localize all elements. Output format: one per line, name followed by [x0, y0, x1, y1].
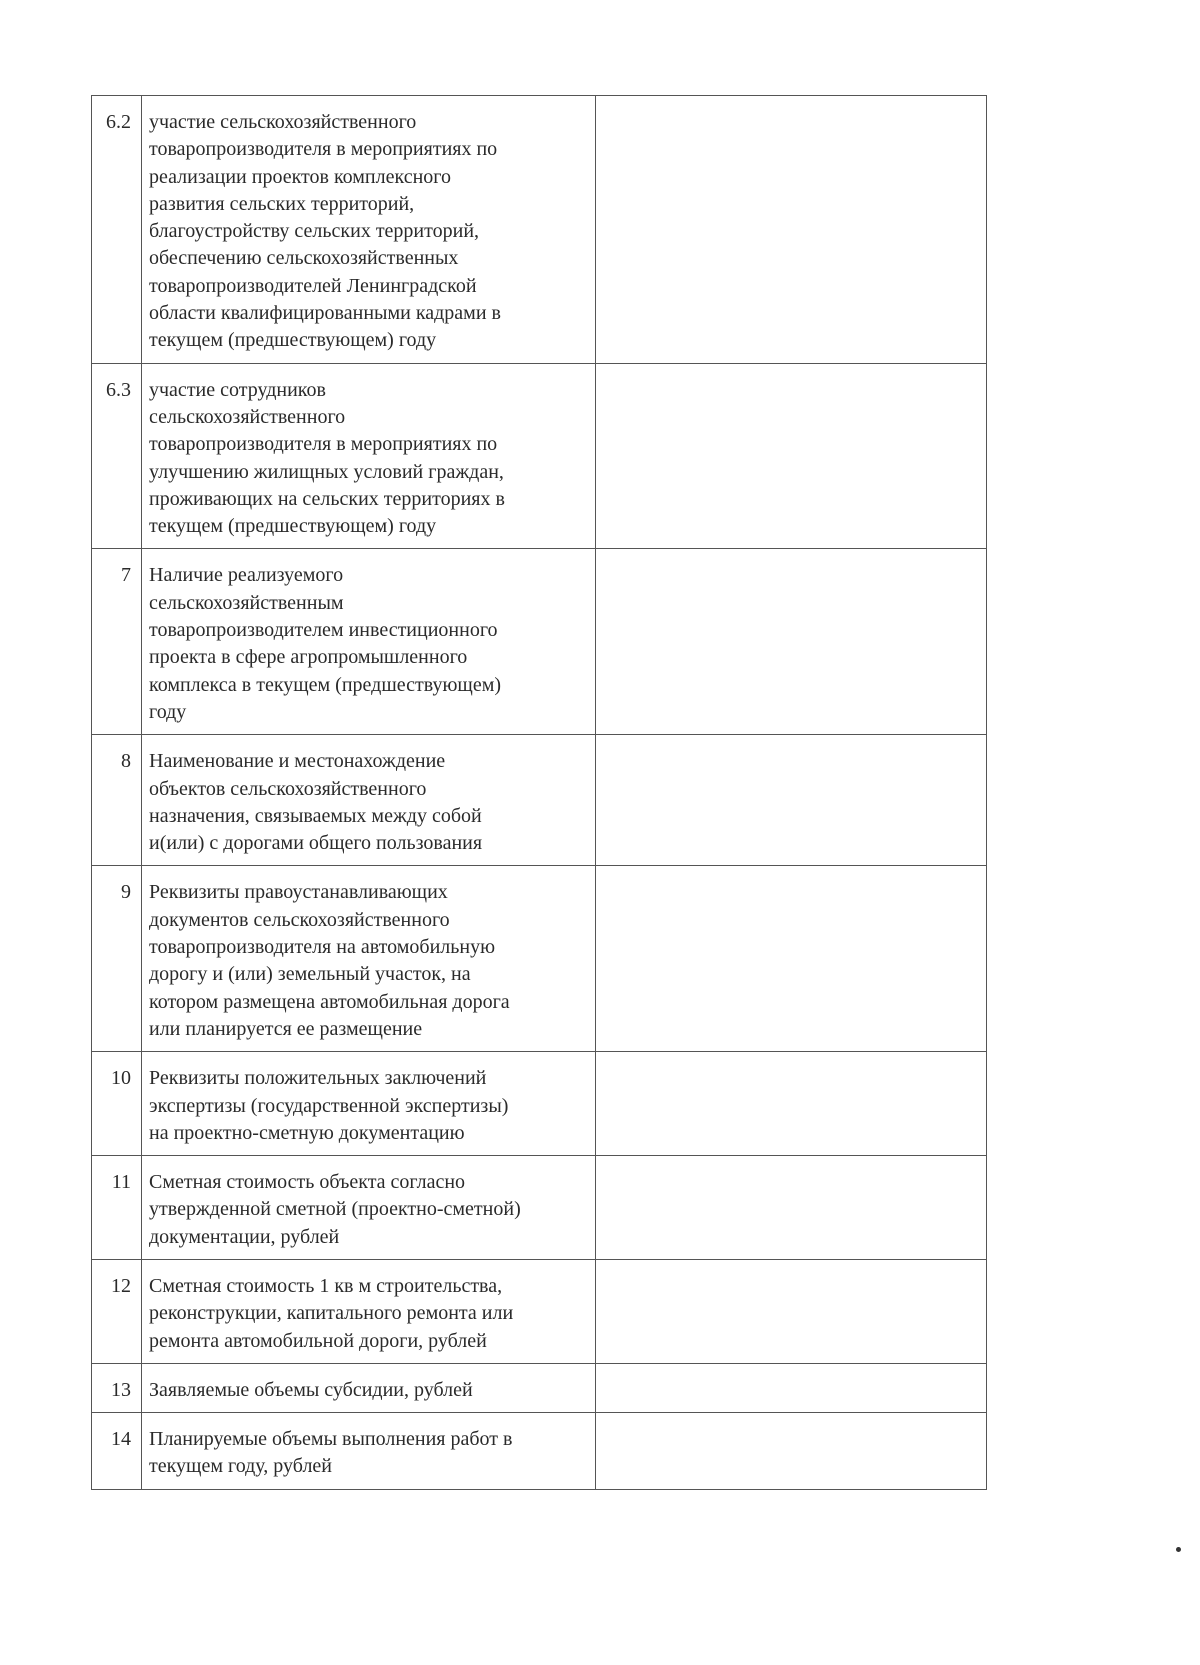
row-number: 14	[92, 1413, 142, 1490]
row-value-cell[interactable]	[596, 1413, 987, 1490]
row-description: Реквизиты правоустанавливающих документов сельскохозяйственного товаропроизводителя на автомобильную дорогу и (или) земельный участок, на котором размещена автомобильная дорога или планируется ее размещение	[142, 866, 596, 1052]
row-number: 11	[92, 1156, 142, 1260]
row-number: 6.3	[92, 363, 142, 549]
row-number: 10	[92, 1052, 142, 1156]
table-row	[92, 1363, 987, 1412]
row-description: Планируемые объемы выполнения работ в текущем году, рублей	[142, 1413, 596, 1490]
row-value-cell[interactable]	[596, 363, 987, 549]
row-description: Сметная стоимость 1 кв м строительства, реконструкции, капитального ремонта или ремонта автомобильной дороги, рублей	[142, 1259, 596, 1363]
row-description: Сметная стоимость объекта согласно утвержденной сметной (проектно-сметной) документации, рублей	[142, 1156, 596, 1260]
table-row	[92, 866, 987, 1052]
table-row	[92, 1052, 987, 1156]
row-description: Реквизиты положительных заключений экспертизы (государственной экспертизы) на проектно-сметную документацию	[142, 1052, 596, 1156]
row-description: Наименование и местонахождение объектов сельскохозяйственного назначения, связываемых между собой и(или) с дорогами общего пользования	[142, 735, 596, 866]
row-description: Заявляемые объемы субсидии, рублей	[142, 1363, 596, 1412]
row-value-cell[interactable]	[596, 1156, 987, 1260]
row-value-cell[interactable]	[596, 549, 987, 735]
row-value-cell[interactable]	[596, 866, 987, 1052]
row-value-cell[interactable]	[596, 735, 987, 866]
row-number: 12	[92, 1259, 142, 1363]
row-value-cell[interactable]	[596, 1052, 987, 1156]
table-row	[92, 549, 987, 735]
table-row	[92, 1259, 987, 1363]
table-row	[92, 1156, 987, 1260]
row-number: 8	[92, 735, 142, 866]
row-value-cell[interactable]	[596, 96, 987, 364]
application-form-table	[91, 95, 987, 1490]
table-row	[92, 363, 987, 549]
row-number: 9	[92, 866, 142, 1052]
row-description: Наличие реализуемого сельскохозяйственным товаропроизводителем инвестиционного проекта в сфере агропромышленного комплекса в текущем (предшествующем) году	[142, 549, 596, 735]
row-number: 7	[92, 549, 142, 735]
row-number: 6.2	[92, 96, 142, 364]
table-row	[92, 735, 987, 866]
row-description: участие сотрудников сельскохозяйственного товаропроизводителя в мероприятиях по улучшению жилищных условий граждан, проживающих на сельских территориях в текущем (предшествующем) году	[142, 363, 596, 549]
row-value-cell[interactable]	[596, 1363, 987, 1412]
row-value-cell[interactable]	[596, 1259, 987, 1363]
table-row	[92, 96, 987, 364]
row-description: участие сельскохозяйственного товаропроизводителя в мероприятиях по реализации проектов комплексного развития сельских территорий, благоустройству сельских территорий, обеспечению сельскохозяйственных товаропроизводителей Ленинградской области квалифицированными кадрами в текущем (предшествующем) году	[142, 96, 596, 364]
table-row	[92, 1413, 987, 1490]
scan-speck	[1176, 1547, 1181, 1552]
row-number: 13	[92, 1363, 142, 1412]
